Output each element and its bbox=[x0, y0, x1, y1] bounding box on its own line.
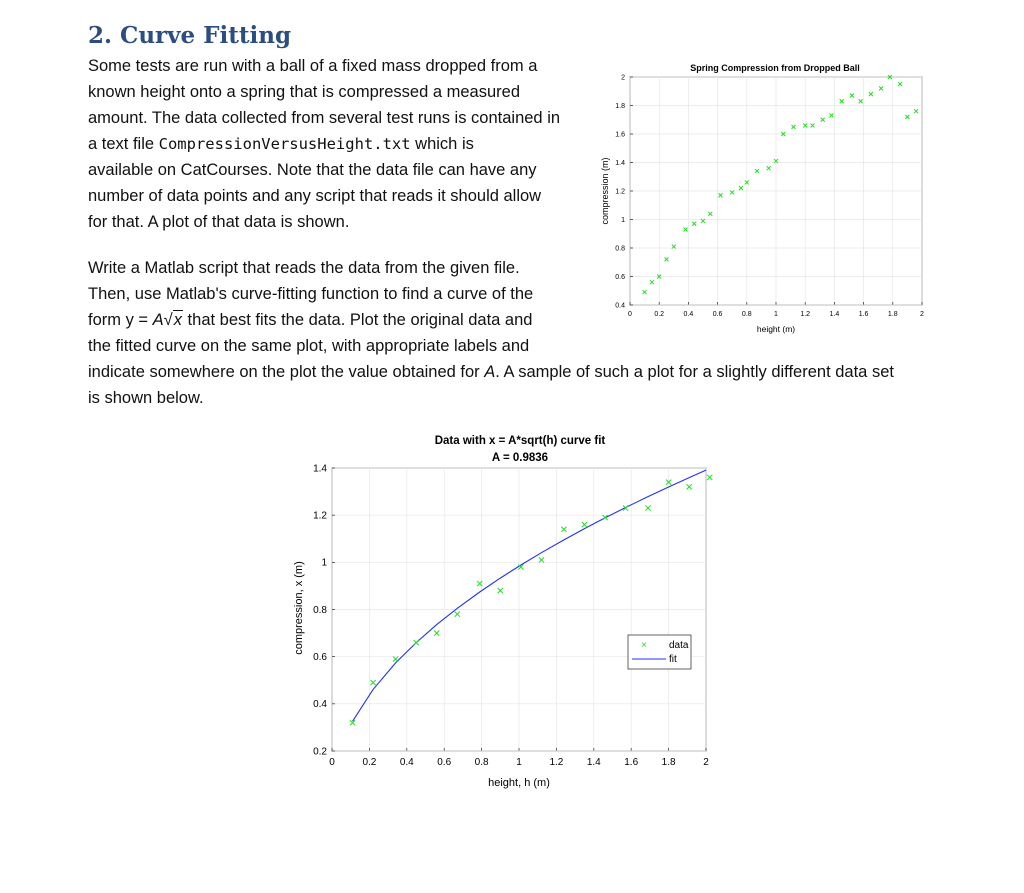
intro-line-4-post: which is bbox=[410, 135, 474, 153]
y-tick-label: 1.6 bbox=[615, 131, 625, 139]
y-tick-label: 0.8 bbox=[313, 604, 327, 616]
intro-line-5: available on CatCourses. Note that the data file can have any bbox=[88, 161, 537, 179]
chart1-ylabel: compression (m) bbox=[600, 157, 610, 225]
x-tick-label: 1 bbox=[516, 757, 522, 768]
sqrt-formula bbox=[153, 307, 183, 333]
intro-line-7: for that. A plot of that data is shown. bbox=[88, 213, 350, 231]
y-tick-label: 1.4 bbox=[615, 159, 625, 167]
x-tick-label: 0.8 bbox=[741, 311, 752, 318]
data-filename: CompressionVersusHeight.txt bbox=[158, 135, 411, 153]
x-tick-label: 0.4 bbox=[399, 757, 414, 768]
y-tick-label: 0.2 bbox=[313, 746, 327, 758]
x-tick-label: 1.8 bbox=[661, 757, 676, 768]
x-tick-label: 0.4 bbox=[683, 311, 694, 318]
x-tick-label: 1.4 bbox=[829, 311, 840, 318]
x-tick-label: 2 bbox=[703, 757, 709, 768]
x-tick-label: 1.2 bbox=[800, 311, 811, 318]
chart2-ylabel: compression, x (m) bbox=[293, 561, 305, 655]
x-tick-label: 2 bbox=[920, 311, 924, 318]
x-tick-label: 0.2 bbox=[654, 311, 665, 318]
x-tick-label: 1.6 bbox=[624, 757, 639, 768]
x-tick-label: 0.8 bbox=[474, 757, 489, 768]
y-tick-label: 1.4 bbox=[313, 463, 327, 475]
y-tick-label: 2 bbox=[621, 74, 625, 82]
formula-x: x bbox=[173, 311, 182, 329]
x-tick-label: 0.6 bbox=[437, 757, 452, 768]
task-line-5-post: . A sample of such a plot for a slightly different data set bbox=[495, 363, 894, 381]
y-tick-label: 0.8 bbox=[615, 245, 625, 253]
x-tick-label: 0 bbox=[628, 311, 632, 318]
x-tick-label: 1.8 bbox=[887, 311, 898, 318]
chart2-title: Data with x = A*sqrt(h) curve fit bbox=[434, 435, 606, 447]
y-tick-label: 1.2 bbox=[615, 188, 625, 196]
x-tick-label: 1.6 bbox=[858, 311, 869, 318]
compression-data-chart bbox=[580, 55, 930, 345]
variable-A: A bbox=[484, 363, 496, 381]
intro-line-2: known height onto a spring that is compressed a measured bbox=[88, 83, 520, 101]
y-tick-label: 1.2 bbox=[313, 510, 327, 522]
intro-line-4-pre: a text file bbox=[88, 135, 159, 153]
task-line-2: Then, use Matlab's curve-fitting function to find a curve of the bbox=[88, 285, 534, 303]
x-tick-label: 0 bbox=[329, 757, 335, 768]
task-line-3-pre: form y = bbox=[88, 311, 153, 329]
curve-fit-chart bbox=[280, 428, 720, 798]
task-line-5-pre: indicate somewhere on the plot the value obtained for bbox=[88, 363, 485, 381]
y-tick-label: 0.6 bbox=[615, 273, 625, 281]
y-tick-label: 1.8 bbox=[615, 102, 625, 110]
chart2-xlabel: height, h (m) bbox=[488, 777, 550, 789]
intro-line-6: number of data points and any script that reads it should allow bbox=[88, 187, 542, 205]
task-line-3-post: that best fits the data. Plot the original data and bbox=[182, 311, 533, 329]
chart2-legend bbox=[628, 635, 691, 669]
intro-paragraph bbox=[88, 53, 560, 235]
x-tick-label: 0.2 bbox=[362, 757, 377, 768]
chart1-xlabel: height (m) bbox=[756, 324, 796, 334]
x-tick-label: 0.6 bbox=[712, 311, 723, 318]
y-tick-label: 1 bbox=[321, 557, 327, 569]
section-heading: 2. Curve Fitting bbox=[88, 22, 292, 49]
legend-data-label: data bbox=[669, 640, 689, 651]
y-tick-label: 0.4 bbox=[615, 302, 625, 310]
intro-line-1: Some tests are run with a ball of a fixed mass dropped from a bbox=[88, 57, 538, 75]
task-line-6: is shown below. bbox=[88, 389, 204, 407]
formula-A: A bbox=[152, 311, 164, 329]
y-tick-label: 0.4 bbox=[313, 699, 327, 711]
y-tick-label: 0.6 bbox=[313, 652, 327, 663]
x-tick-label: 1 bbox=[774, 311, 778, 318]
task-line-4: the fitted curve on the same plot, with appropriate labels and bbox=[88, 337, 530, 355]
chart2-subtitle: A = 0.9836 bbox=[491, 452, 549, 464]
intro-line-3: amount. The data collected from several test runs is contained in bbox=[88, 109, 561, 127]
y-tick-label: 1 bbox=[621, 216, 625, 224]
x-tick-label: 1.2 bbox=[549, 757, 564, 768]
task-line-1: Write a Matlab script that reads the data from the given file. bbox=[88, 259, 520, 277]
data-point bbox=[707, 475, 712, 480]
legend-data-marker: × bbox=[641, 640, 647, 651]
legend-fit-label: fit bbox=[669, 654, 677, 665]
x-tick-label: 1.4 bbox=[586, 757, 601, 768]
chart1-title: Spring Compression from Dropped Ball bbox=[690, 63, 860, 73]
radical-sign: √ bbox=[163, 311, 173, 329]
